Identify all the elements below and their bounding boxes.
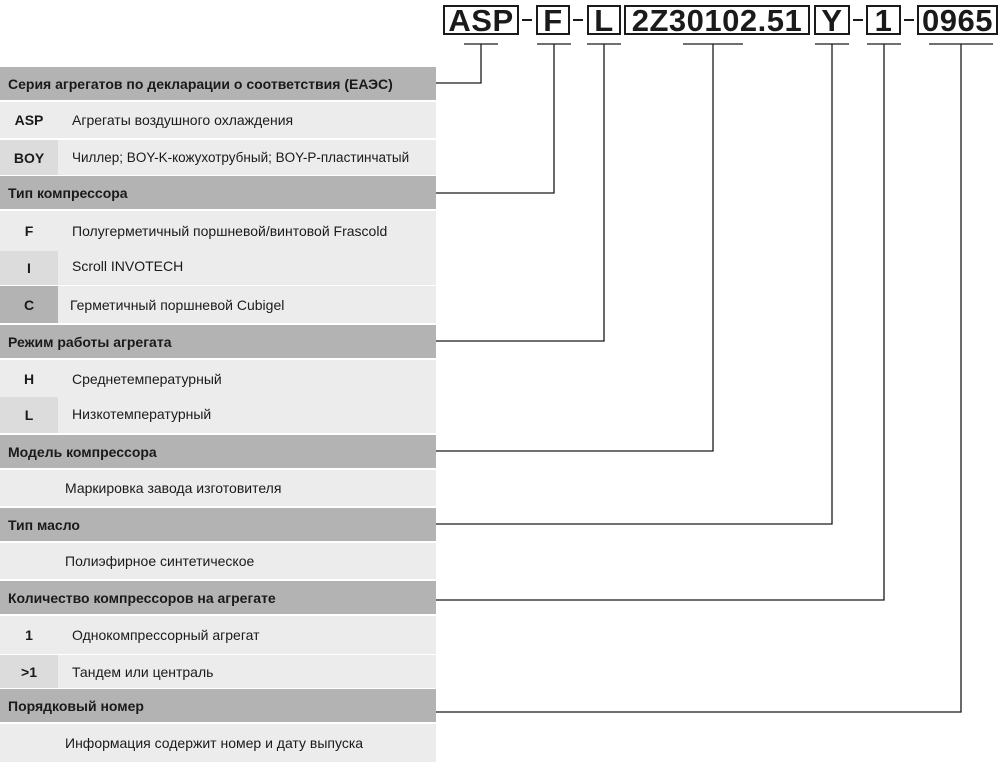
row-description: Однокомпрессорный агрегат bbox=[72, 627, 260, 643]
code-part-series: ASP bbox=[443, 5, 519, 35]
row-code: ASP bbox=[0, 102, 58, 138]
section-header-compressor-model: Модель компрессора bbox=[0, 435, 436, 468]
row-description: Полиэфирное синтетическое bbox=[65, 553, 255, 569]
connector-oil-type bbox=[436, 44, 832, 524]
code-part-compressor-model: 2Z30102.51 bbox=[624, 5, 810, 35]
row-code: L bbox=[0, 397, 58, 433]
row-code: BOY bbox=[0, 140, 58, 175]
connector-serial-number bbox=[436, 44, 961, 712]
row-code: I bbox=[0, 251, 58, 285]
row-description: Чиллер; BOY-K-кожухотрубный; BOY-P-пластинчатый bbox=[72, 150, 410, 165]
row-code: C bbox=[0, 286, 58, 323]
row-description: Герметичный поршневой Cubigel bbox=[70, 296, 285, 313]
row-description: Scroll INVOTECH bbox=[72, 258, 184, 274]
section-header-operating-mode: Режим работы агрегата bbox=[0, 325, 436, 358]
connector-compressor-model bbox=[436, 44, 713, 451]
row-description: Тандем или централь bbox=[72, 663, 214, 680]
section-header-series: Серия агрегатов по декларации о соответствия (ЕАЭС) bbox=[0, 67, 436, 100]
section-header-compressor-type: Тип компрессора bbox=[0, 176, 436, 209]
row-description: Агрегаты воздушного охлаждения bbox=[72, 112, 294, 128]
section-header-serial-number: Порядковый номер bbox=[0, 689, 436, 722]
code-part-serial-number: 0965 bbox=[917, 5, 998, 35]
code-part-mode: L bbox=[587, 5, 621, 35]
code-part-compressor-count: 1 bbox=[866, 5, 901, 35]
row-code: F bbox=[0, 211, 58, 251]
row-description: Информация содержит номер и дату выпуска bbox=[65, 735, 364, 751]
section-header-compressor-count: Количество компрессоров на агрегате bbox=[0, 581, 436, 614]
section-header-oil-type: Тип масло bbox=[0, 508, 436, 541]
connector-compressor-type bbox=[436, 44, 554, 193]
code-part-oil-type: Y bbox=[814, 5, 850, 35]
row-description: Среднетемпературный bbox=[72, 370, 222, 387]
row-description: Маркировка завода изготовителя bbox=[65, 480, 282, 496]
row-description: Полугерметичный поршневой/винтовой Frascold bbox=[72, 223, 388, 239]
connector-compressor-count bbox=[436, 44, 884, 600]
row-code: H bbox=[0, 360, 58, 397]
row-code: >1 bbox=[0, 655, 58, 688]
code-part-compressor-type: F bbox=[536, 5, 570, 35]
row-description: Низкотемпературный bbox=[72, 406, 212, 422]
row-code: 1 bbox=[0, 616, 58, 654]
connector-series bbox=[436, 44, 481, 83]
